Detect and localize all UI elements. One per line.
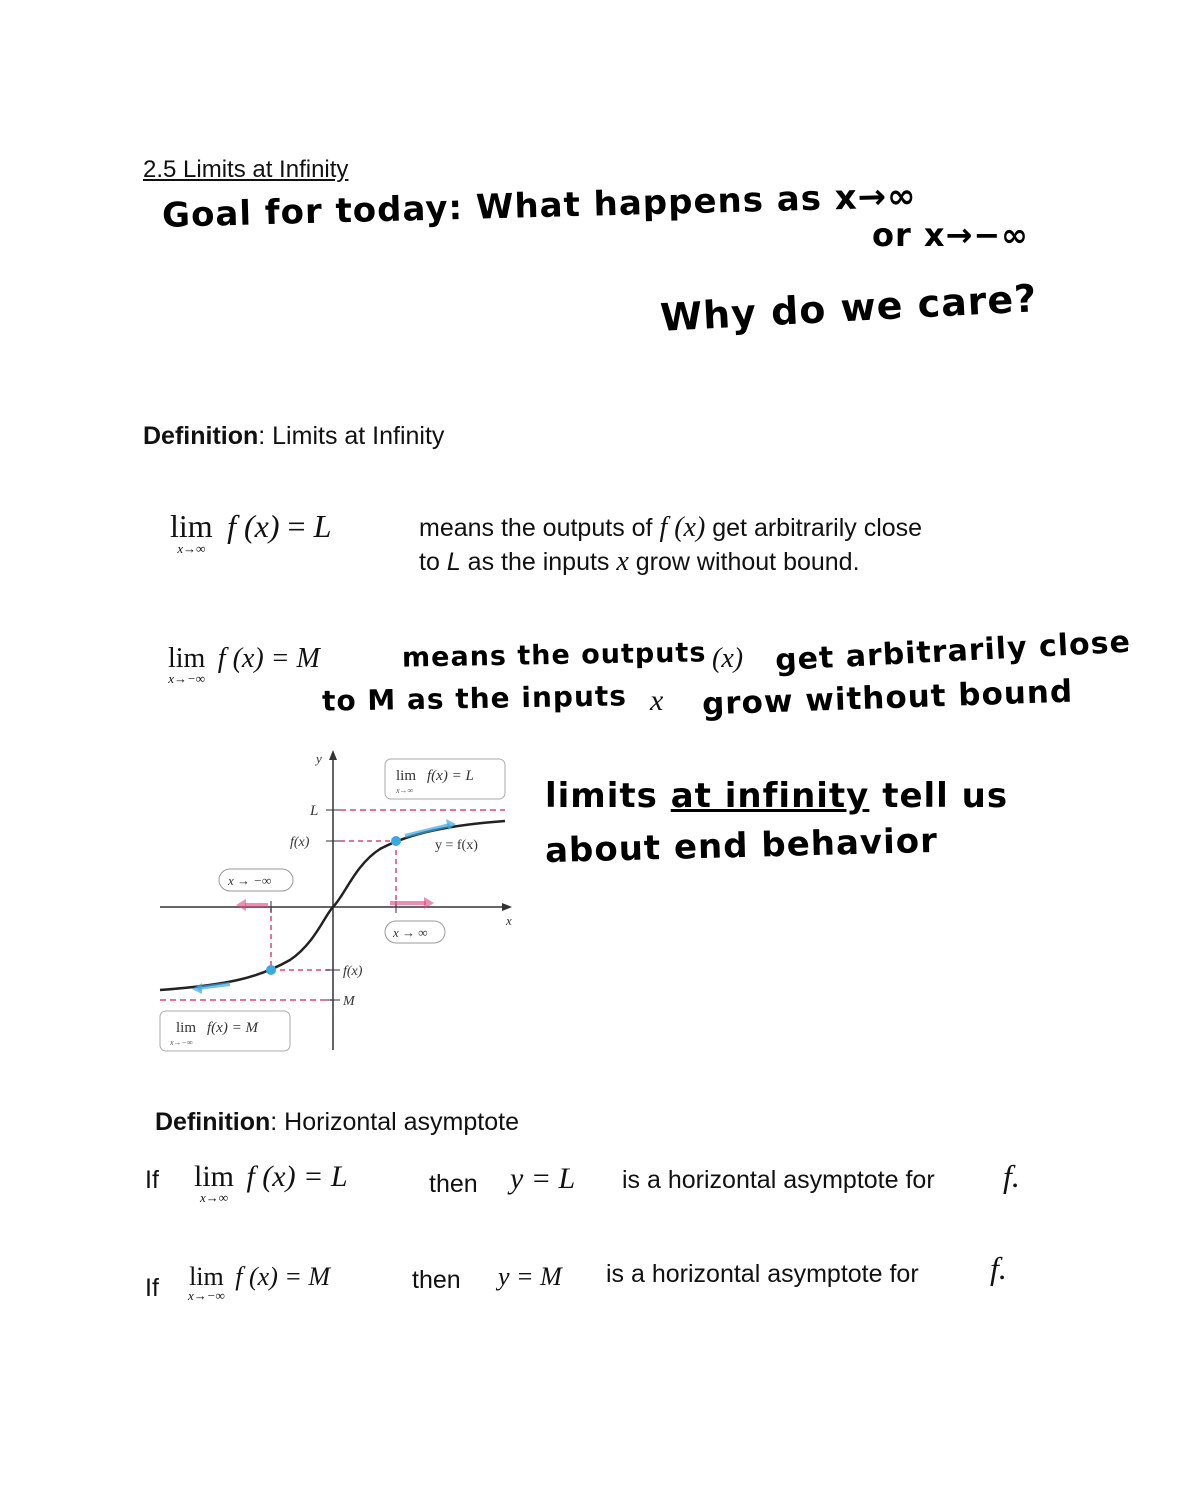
limit-infinity-formula [170,508,331,557]
limit-neg-infinity-formula [168,643,320,687]
lim-box-bottom-lim: lim [176,1020,197,1036]
row1-lim-sub: x→∞ [199,1190,229,1205]
handwritten-get-close: get arbitrarily close [774,624,1132,679]
asymptote-row1-then: then [429,1170,478,1198]
asymptote-row2-lim [188,1262,330,1304]
handwritten-goal-line2: or x→−∞ [872,216,1029,254]
text-grow: grow without bound. [635,548,860,576]
pill-right-label: x → ∞ [393,925,428,940]
text-arbitrarily: get arbitrarily close [712,514,923,542]
hw-tell-us: tell us [882,776,1009,816]
M-label: M [343,994,355,1009]
y-axis-arrow-icon [329,750,337,760]
lim-word: lim [170,508,213,544]
text-fx: f (x) [659,512,706,543]
asymptote-row2-text: is a horizontal asymptote for [606,1260,919,1288]
asymptote-row1-if: If [145,1166,159,1194]
left-pink-arrowhead-icon [236,899,246,911]
text-L: L [446,548,461,576]
lim-box-bottom-expr: f(x) = M [207,1020,258,1036]
row2-f: f [990,1250,999,1286]
lim-f: f [227,508,237,544]
lim-box-top-expr: f(x) = L [427,768,474,784]
hw-limits: limits [545,776,658,816]
lim-box-bottom-sub: x→−∞ [170,1038,193,1047]
limits-graph [150,745,530,1065]
handwritten-grow: grow without bound [701,673,1074,723]
lim-x: (x) [244,508,280,544]
hw-at-infinity: at infinity [670,776,870,816]
left-blue-arrow [198,984,230,988]
asymptote-row2-eq: y = M [498,1262,562,1291]
lim-subscript: x→∞ [177,541,206,556]
definition-asymptote-heading [155,1108,519,1137]
y-axis-label: y [316,751,322,766]
row1-dot: . [1011,1158,1020,1194]
fx-top-label: f(x) [290,835,310,850]
text-to: to [419,548,440,576]
row2-expr: f (x) = M [235,1262,331,1291]
handwritten-limits [545,776,1008,816]
asymptote-row1-eq: y = L [510,1162,576,1195]
asymptote-row2-if: If [145,1274,159,1302]
page-title: 2.5 Limits at Infinity [143,156,349,183]
x-axis-label: x [506,913,512,928]
x-axis-arrow-icon [502,903,512,911]
handwritten-x: x [650,684,664,717]
text-means: means the outputs of [419,514,653,542]
row2-dot: . [998,1250,1007,1286]
lim-box-top-lim: lim [396,768,417,784]
handwritten-goal: Goal for today: What happens as x→∞ [161,176,917,236]
L-label: L [310,803,319,819]
fx-bottom-label: f(x) [343,964,363,979]
definition-text-line2 [419,546,860,578]
handwritten-means: means the outputs [401,637,707,674]
row1-expr: f (x) = L [246,1160,348,1193]
row1-lim-word: lim [194,1160,235,1193]
curve-label: y = f(x) [435,838,478,853]
lim-rhs: L [313,508,332,544]
lim2-subscript: x→−∞ [168,671,206,686]
asymptote-row1-lim [194,1160,348,1206]
handwritten-to-M: to M as the inputs [321,679,628,718]
row2-lim-sub: x→−∞ [188,1288,225,1303]
row2-lim-word: lim [189,1262,224,1291]
handwritten-means-x: (x) [712,643,744,674]
definition-limits-heading [143,422,444,451]
definition2-rest: : Horizontal asymptote [270,1108,519,1136]
definition2-bold: Definition [155,1108,271,1136]
handwritten-why-care: Why do we care? [659,276,1039,340]
asymptote-row1-text: is a horizontal asymptote for [622,1166,935,1194]
lim2-word: lim [168,643,206,674]
definition-rest: : Limits at Infinity [258,422,445,450]
asymptote-row2-f [990,1250,1007,1287]
left-blue-arrowhead-icon [192,983,202,994]
definition-bold: Definition [143,422,259,450]
pill-left-label: x → −∞ [228,873,272,888]
lim-eq: = [287,508,306,544]
definition-text-line1 [419,512,922,544]
right-blue-arrow [405,825,450,836]
row1-f: f [1003,1158,1012,1194]
lim-box-top-sub: x→∞ [396,786,414,795]
asymptote-row2-then: then [412,1266,461,1294]
text-x: x [616,546,629,577]
lim2-expr: f (x) = M [217,643,320,674]
handwritten-end-behavior: about end behavior [544,820,939,872]
point-top [391,836,401,846]
text-as-inputs: as the inputs [467,548,610,576]
point-bottom [266,965,276,975]
asymptote-row1-f [1003,1158,1020,1195]
